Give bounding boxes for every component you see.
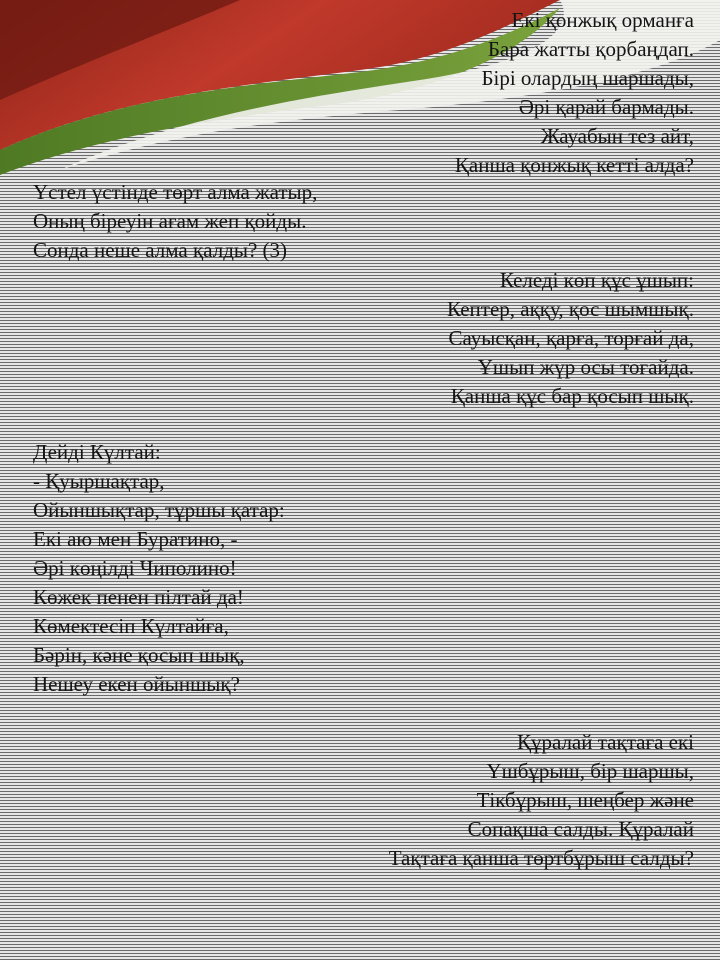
poem-line: Қанша қонжық кетті алда? — [454, 153, 694, 177]
poem-line: - Қуыршақтар, — [33, 469, 165, 493]
poem-line: Ұшып жүр осы тоғайда. — [477, 355, 694, 379]
poem-line: Келеді көп құс ұшып: — [499, 268, 694, 292]
poem-line: Жауабын тез айт, — [540, 124, 694, 148]
poem-line: Үшбұрыш, бір шаршы, — [486, 759, 694, 783]
poem-line: Екі аю мен Буратино, - — [33, 527, 238, 551]
poem-line: Тақтаға қанша төртбұрыш салды? — [388, 846, 694, 870]
poem-line: Сонда неше алма қалды? (3) — [33, 238, 288, 262]
poem-line: Ойыншықтар, тұршы қатар: — [33, 498, 285, 522]
poem-bears — [455, 6, 694, 180]
poem-line: Бәрін, кәне қосып шық, — [33, 643, 245, 667]
poem-shapes — [389, 728, 694, 873]
poem-line: Сопақша салды. Құралай — [467, 817, 694, 841]
poem-line: Оның біреуін ағам жеп қойды. — [33, 209, 307, 233]
poem-line: Кептер, аққу, қос шымшық. — [447, 297, 694, 321]
poem-toys — [33, 438, 285, 699]
poem-line: Тікбұрыш, шеңбер және — [476, 788, 694, 812]
poem-line: Нешеу екен ойыншық? — [33, 672, 240, 696]
poem-line: Бірі олардың шаршады, — [481, 66, 694, 90]
poem-line: Көжек пенен пілтай да! — [33, 585, 244, 609]
poem-line: Әрі қарай бармады. — [518, 95, 694, 119]
poem-line: Құралай тақтаға екі — [516, 730, 694, 754]
poem-line: Екі қонжық орманға — [511, 8, 694, 32]
poem-apples — [33, 178, 317, 265]
poem-line: Дейді Күлтай: — [33, 440, 161, 464]
poem-line: Қанша құс бар қосып шық. — [450, 384, 694, 408]
poem-line: Сауысқан, қарға, торғай да, — [448, 326, 694, 350]
poem-line: Көмектесіп Күлтайға, — [33, 614, 229, 638]
poem-line: Бара жатты қорбаңдап. — [487, 37, 694, 61]
poem-line: Әрі көңілді Чиполино! — [33, 556, 237, 580]
poem-line: Үстел үстінде төрт алма жатыр, — [33, 180, 318, 204]
poem-birds — [447, 266, 694, 411]
